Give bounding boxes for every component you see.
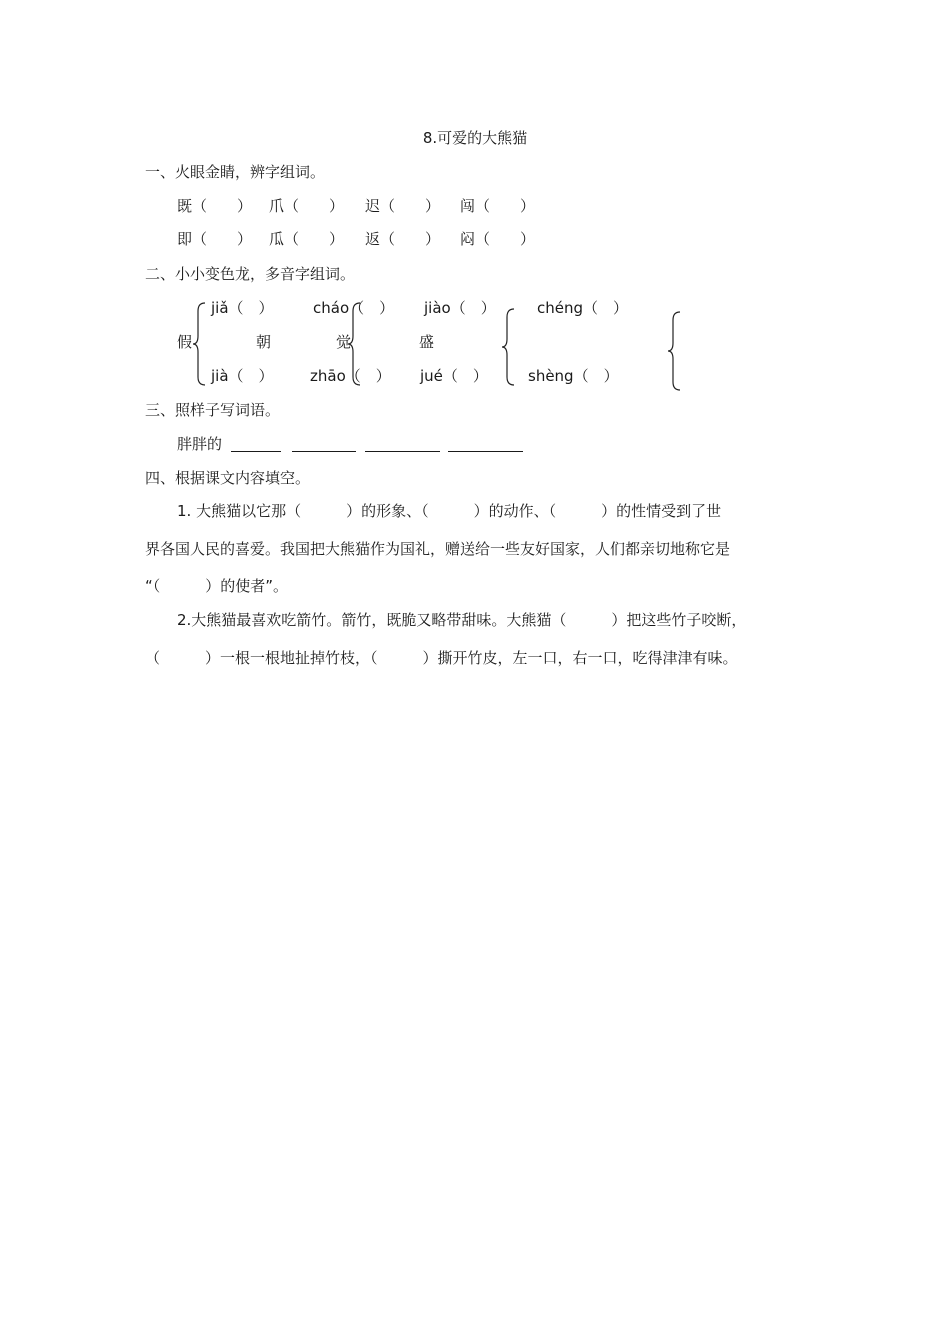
polyphone-char-chao: 朝	[256, 333, 272, 351]
answer-blank[interactable]	[448, 451, 523, 452]
section1-heading: 一、火眼金睛，辨字组词。	[145, 163, 326, 181]
question-2-line: （ ）一根一根地扯掉竹枝，（ ）撕开竹皮，左一口，右一口，吃得津津有味。	[145, 649, 738, 667]
question-2-line: 2.大熊猫最喜欢吃箭竹。箭竹，既脆又略带甜味。大熊猫（ ）把这些竹子咬断，	[177, 611, 747, 629]
left-brace-icon	[502, 308, 516, 386]
pinyin-jue-bottom: jué（ ）	[420, 367, 488, 385]
left-brace-icon	[193, 302, 207, 386]
char-cell: 迟（ ）	[365, 197, 441, 215]
answer-blank[interactable]	[231, 451, 281, 452]
polyphone-char-jia: 假	[177, 333, 193, 351]
pinyin-jue-top: jiào（ ）	[424, 299, 496, 317]
section2-heading: 二、小小变色龙，多音字组词。	[145, 265, 356, 283]
pinyin-jia-bottom: jià（ ）	[211, 367, 274, 385]
question-1-line: “（ ）的使者”。	[145, 577, 289, 595]
pinyin-sheng-top: chéng（ ）	[537, 299, 629, 317]
answer-blank[interactable]	[292, 451, 356, 452]
char-cell: 即（ ）	[177, 230, 253, 248]
section4-heading: 四、根据课文内容填空。	[145, 469, 311, 487]
answer-blank[interactable]	[365, 451, 440, 452]
char-cell: 瓜（ ）	[269, 230, 345, 248]
char-cell: 闷（ ）	[460, 230, 536, 248]
pinyin-chao-bottom: zhāo（ ）	[310, 367, 391, 385]
question-1-line: 界各国人民的喜爱。我国把大熊猫作为国礼，赠送给一些友好国家，人们都亲切地称它是	[145, 540, 731, 558]
question-1-line: 1. 大熊猫以它那（ ）的形象、（ ）的动作、（ ）的性情受到了世	[177, 502, 722, 520]
char-cell: 闯（ ）	[460, 197, 536, 215]
left-brace-icon	[348, 302, 362, 386]
pinyin-chao-top: cháo（ ）	[313, 299, 395, 317]
char-cell: 返（ ）	[365, 230, 441, 248]
example-word: 胖胖的	[177, 435, 223, 453]
char-cell: 既（ ）	[177, 197, 253, 215]
pinyin-sheng-bottom: shèng（ ）	[528, 367, 619, 385]
left-brace-icon	[668, 311, 682, 391]
section3-heading: 三、照样子写词语。	[145, 401, 281, 419]
polyphone-char-jue: 觉	[336, 333, 352, 351]
page-title: 8.可爱的大熊猫	[422, 129, 528, 147]
polyphone-char-sheng: 盛	[419, 333, 435, 351]
char-cell: 爪（ ）	[269, 197, 345, 215]
pinyin-jia-top: jiǎ（ ）	[211, 299, 274, 317]
